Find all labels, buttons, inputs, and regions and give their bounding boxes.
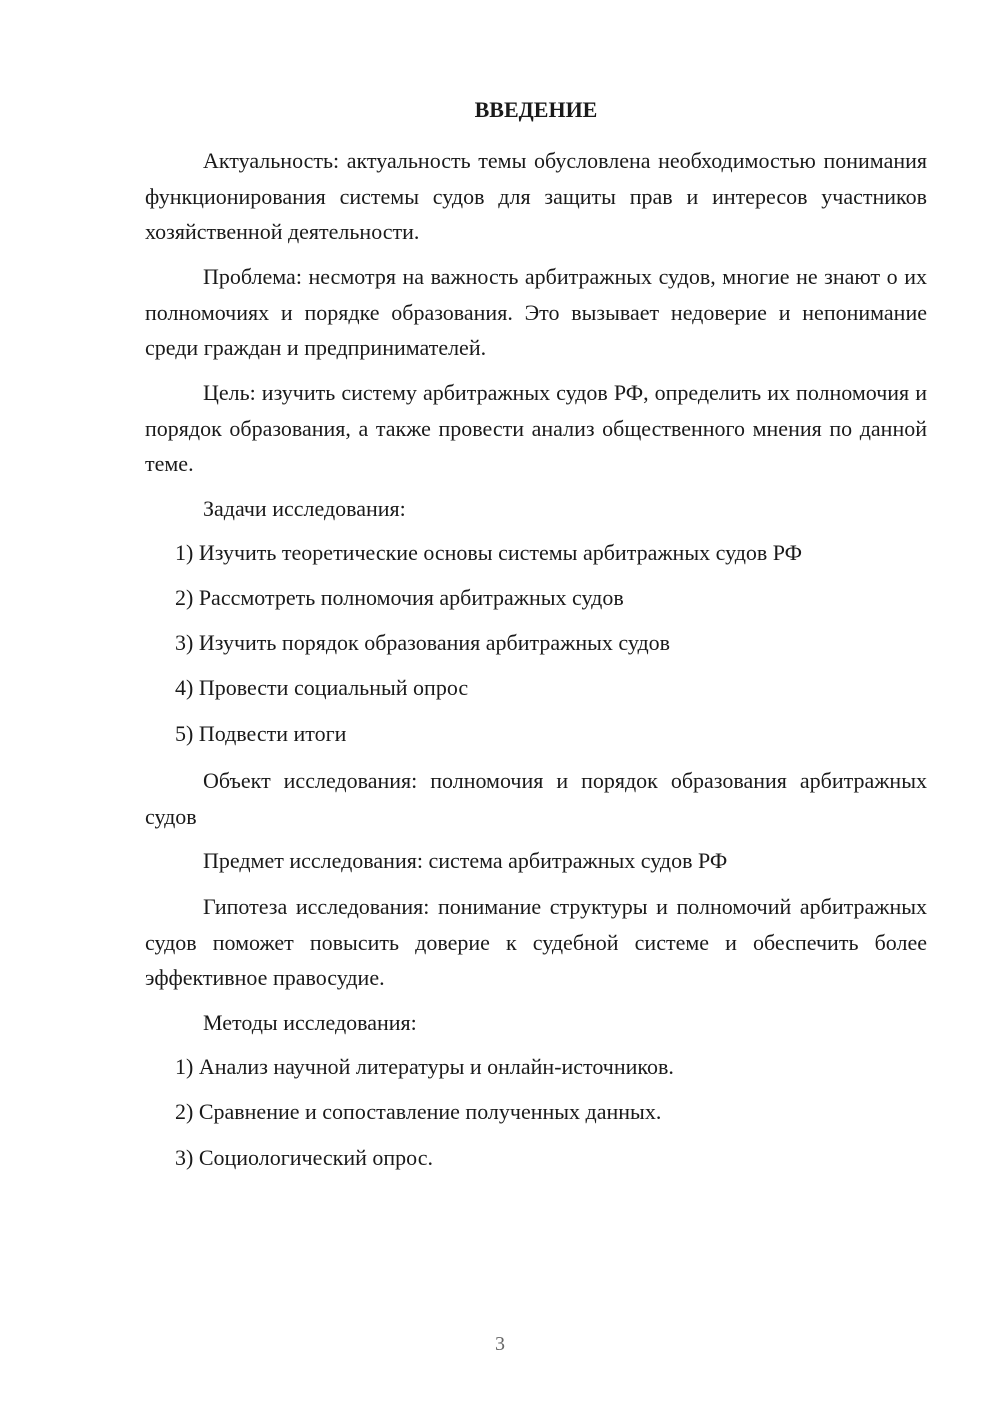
task-item: 3) Изучить порядок образования арбитражных судов — [175, 630, 671, 655]
tasks-heading: Задачи исследования: — [203, 496, 406, 521]
subject-paragraph: Предмет исследования: система арбитражных судов РФ — [203, 848, 728, 873]
methods-heading: Методы исследования: — [203, 1010, 417, 1035]
hypothesis-paragraph: Гипотеза исследования: понимание структуры и полномочий арбитражных судов поможет повысить доверие к судебной системе и обеспечить более эффективное правосудие. — [145, 894, 927, 990]
method-item: 3) Социологический опрос. — [175, 1145, 433, 1170]
goal-paragraph: Цель: изучить систему арбитражных судов РФ, определить их полномочия и порядок образования, а также провести анализ общественного мнения по данной теме. — [145, 380, 927, 476]
method-item: 1) Анализ научной литературы и онлайн-источников. — [175, 1054, 674, 1079]
object-paragraph: Объект исследования: полномочия и порядок образования арбитражных судов — [145, 768, 927, 829]
task-item: 5) Подвести итоги — [175, 721, 347, 746]
problem-paragraph: Проблема: несмотря на важность арбитражных судов, многие не знают о их полномочиях и порядке образования. Это вызывает недоверие и непонимание среди граждан и предпринимателей. — [145, 264, 927, 360]
relevance-paragraph: Актуальность: актуальность темы обусловлена необходимостью понимания функционирования системы судов для защиты прав и интересов участников хозяйственной деятельности. — [145, 148, 927, 244]
method-item: 2) Сравнение и сопоставление полученных данных. — [175, 1099, 662, 1124]
task-item: 2) Рассмотреть полномочия арбитражных судов — [175, 585, 624, 610]
page-number: 3 — [495, 1333, 505, 1355]
page-title: ВВЕДЕНИЕ — [474, 97, 598, 122]
task-item: 4) Провести социальный опрос — [175, 675, 469, 700]
task-item: 1) Изучить теоретические основы системы арбитражных судов РФ — [175, 540, 803, 565]
